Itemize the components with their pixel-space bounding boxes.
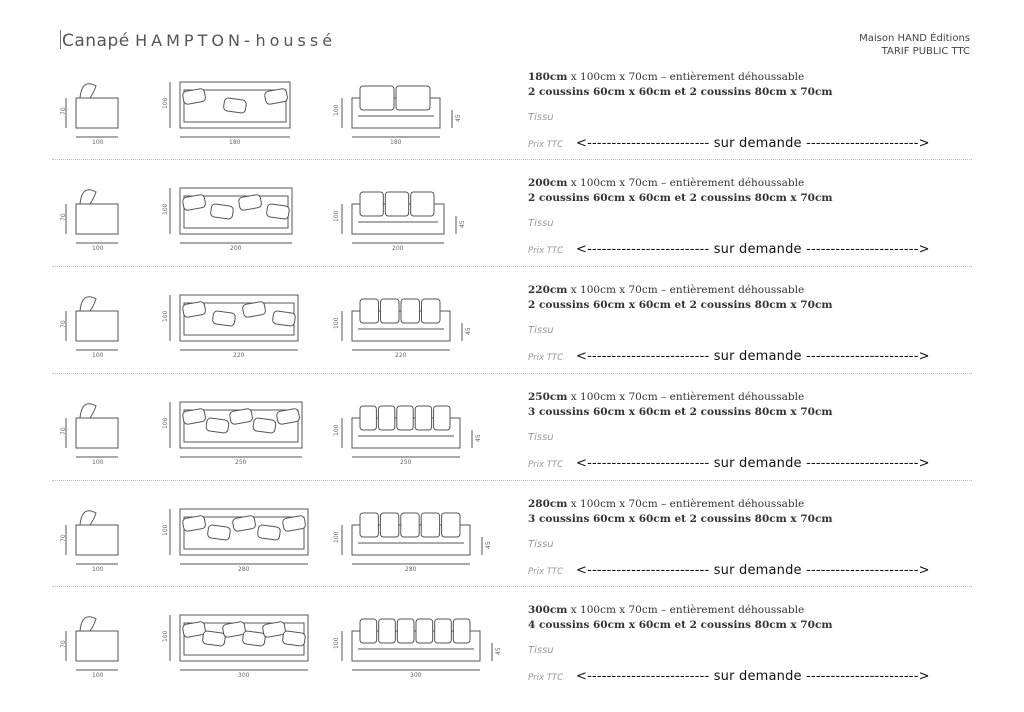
product-spec bbox=[528, 283, 968, 364]
dimensions-line bbox=[528, 497, 968, 512]
front-width-label: 250 bbox=[400, 459, 412, 466]
fabric-label: Tissu bbox=[528, 112, 554, 123]
price-line bbox=[528, 559, 968, 578]
side-view bbox=[60, 190, 118, 252]
top-width-label: 200 bbox=[230, 245, 242, 252]
size-value: 300cm bbox=[528, 604, 568, 616]
cushions-line: 2 coussins 60cm x 60cm et 2 coussins 80cm x 70cm bbox=[528, 299, 833, 311]
cushions-line: 2 coussins 60cm x 60cm et 2 coussins 80cm x 70cm bbox=[528, 86, 833, 98]
size-value: 280cm bbox=[528, 498, 568, 510]
price-value: <------------------------- sur demande -----------------------> bbox=[576, 669, 930, 684]
dimensions-rest: x 100cm x 70cm – entièrement déhoussable bbox=[570, 177, 805, 189]
side-width-label: 100 bbox=[92, 139, 104, 146]
price-value: <------------------------- sur demande -----------------------> bbox=[576, 136, 930, 151]
brand-block bbox=[859, 32, 970, 58]
price-label: Prix TTC bbox=[528, 567, 564, 577]
product-row bbox=[52, 497, 972, 603]
side-width-label: 100 bbox=[92, 245, 104, 252]
top-width-label: 220 bbox=[233, 352, 245, 359]
dimensions-rest: x 100cm x 70cm – entièrement déhoussable bbox=[570, 284, 805, 296]
sofa-technical-drawing bbox=[52, 70, 492, 160]
product-row bbox=[52, 70, 972, 176]
title-model: HAMPTON bbox=[135, 31, 244, 50]
top-view bbox=[162, 295, 298, 359]
page-title bbox=[60, 30, 336, 51]
top-depth-label: 100 bbox=[162, 524, 169, 536]
side-view bbox=[60, 511, 118, 573]
top-width-label: 300 bbox=[238, 672, 250, 679]
side-width-label: 100 bbox=[92, 566, 104, 573]
top-width-label: 180 bbox=[229, 139, 241, 146]
side-height-label: 70 bbox=[60, 640, 67, 648]
cushions-line: 2 coussins 60cm x 60cm et 2 coussins 80cm x 70cm bbox=[528, 192, 833, 204]
price-line bbox=[528, 238, 968, 257]
row-divider bbox=[52, 373, 972, 374]
side-height-label: 70 bbox=[60, 427, 67, 435]
fabric-label: Tissu bbox=[528, 645, 554, 656]
front-width-label: 180 bbox=[390, 139, 402, 146]
front-height-label: 100 bbox=[333, 531, 340, 543]
row-divider bbox=[52, 586, 972, 587]
price-line bbox=[528, 665, 968, 684]
side-width-label: 100 bbox=[92, 672, 104, 679]
seat-height-label: 45 bbox=[465, 327, 472, 335]
cushions-line: 4 coussins 60cm x 60cm et 2 coussins 80cm x 70cm bbox=[528, 619, 833, 631]
side-view bbox=[60, 404, 118, 466]
top-depth-label: 100 bbox=[162, 203, 169, 215]
seat-height-label: 45 bbox=[495, 647, 502, 655]
front-view bbox=[333, 299, 472, 359]
top-depth-label: 100 bbox=[162, 630, 169, 642]
top-depth-label: 100 bbox=[162, 310, 169, 322]
title-separator: - bbox=[243, 31, 251, 51]
price-value: <------------------------- sur demande -----------------------> bbox=[576, 242, 930, 257]
sofa-technical-drawing bbox=[52, 603, 502, 693]
side-view bbox=[60, 84, 118, 146]
price-label: Prix TTC bbox=[528, 460, 564, 470]
front-height-label: 100 bbox=[333, 104, 340, 116]
front-view bbox=[333, 192, 466, 252]
dimensions-rest: x 100cm x 70cm – entièrement déhoussable bbox=[570, 71, 805, 83]
side-height-label: 70 bbox=[60, 213, 67, 221]
row-divider bbox=[52, 480, 972, 481]
front-view bbox=[333, 406, 482, 466]
side-view bbox=[60, 297, 118, 359]
fabric-label: Tissu bbox=[528, 218, 554, 229]
front-height-label: 100 bbox=[333, 637, 340, 649]
price-line bbox=[528, 132, 968, 151]
seat-height-label: 45 bbox=[485, 541, 492, 549]
sofa-technical-drawing bbox=[52, 390, 492, 480]
product-spec bbox=[528, 70, 968, 151]
cushions-line: 3 coussins 60cm x 60cm et 2 coussins 80cm x 70cm bbox=[528, 406, 833, 418]
tariff-label: TARIF PUBLIC TTC bbox=[881, 46, 970, 57]
dimensions-rest: x 100cm x 70cm – entièrement déhoussable bbox=[570, 604, 805, 616]
title-variant: houssé bbox=[255, 31, 337, 50]
front-view bbox=[333, 86, 462, 146]
top-depth-label: 100 bbox=[162, 97, 169, 109]
seat-height-label: 45 bbox=[455, 114, 462, 122]
side-width-label: 100 bbox=[92, 352, 104, 359]
size-value: 180cm bbox=[528, 71, 568, 83]
top-view bbox=[162, 615, 308, 679]
price-label: Prix TTC bbox=[528, 673, 564, 683]
front-height-label: 100 bbox=[333, 424, 340, 436]
size-value: 250cm bbox=[528, 391, 568, 403]
side-height-label: 70 bbox=[60, 534, 67, 542]
text-cursor bbox=[60, 30, 61, 49]
seat-height-label: 45 bbox=[475, 434, 482, 442]
top-view bbox=[162, 402, 302, 466]
price-value: <------------------------- sur demande -----------------------> bbox=[576, 349, 930, 364]
side-view bbox=[60, 617, 118, 679]
product-spec bbox=[528, 497, 968, 578]
dimensions-line bbox=[528, 176, 968, 191]
dimensions-rest: x 100cm x 70cm – entièrement déhoussable bbox=[570, 498, 805, 510]
price-label: Prix TTC bbox=[528, 246, 564, 256]
side-height-label: 70 bbox=[60, 107, 67, 115]
top-view bbox=[162, 188, 292, 252]
front-height-label: 100 bbox=[333, 317, 340, 329]
top-width-label: 250 bbox=[235, 459, 247, 466]
sofa-technical-drawing bbox=[52, 283, 492, 373]
dimensions-rest: x 100cm x 70cm – entièrement déhoussable bbox=[570, 391, 805, 403]
size-value: 200cm bbox=[528, 177, 568, 189]
top-view bbox=[162, 509, 308, 573]
front-view bbox=[333, 513, 492, 573]
sofa-technical-drawing bbox=[52, 176, 492, 266]
cushions-line: 3 coussins 60cm x 60cm et 2 coussins 80cm x 70cm bbox=[528, 513, 833, 525]
front-height-label: 100 bbox=[333, 210, 340, 222]
price-label: Prix TTC bbox=[528, 140, 564, 150]
price-value: <------------------------- sur demande -----------------------> bbox=[576, 563, 930, 578]
side-width-label: 100 bbox=[92, 459, 104, 466]
side-height-label: 70 bbox=[60, 320, 67, 328]
front-width-label: 220 bbox=[395, 352, 407, 359]
top-depth-label: 100 bbox=[162, 417, 169, 429]
price-line bbox=[528, 452, 968, 471]
top-width-label: 280 bbox=[238, 566, 250, 573]
price-line bbox=[528, 345, 968, 364]
fabric-label: Tissu bbox=[528, 432, 554, 443]
seat-height-label: 45 bbox=[459, 220, 466, 228]
front-width-label: 300 bbox=[410, 672, 422, 679]
front-view bbox=[333, 619, 502, 679]
front-width-label: 280 bbox=[405, 566, 417, 573]
product-row bbox=[52, 603, 972, 709]
price-label: Prix TTC bbox=[528, 353, 564, 363]
dimensions-line bbox=[528, 70, 968, 85]
price-value: <------------------------- sur demande -----------------------> bbox=[576, 456, 930, 471]
fabric-label: Tissu bbox=[528, 325, 554, 336]
dimensions-line bbox=[528, 603, 968, 618]
product-spec bbox=[528, 603, 968, 684]
top-view bbox=[162, 82, 290, 146]
title-prefix: Canapé bbox=[62, 31, 130, 51]
size-value: 220cm bbox=[528, 284, 568, 296]
row-divider bbox=[52, 266, 972, 267]
fabric-label: Tissu bbox=[528, 539, 554, 550]
front-width-label: 200 bbox=[392, 245, 404, 252]
product-spec bbox=[528, 390, 968, 471]
row-divider bbox=[52, 159, 972, 160]
brand-name: Maison HAND Éditions bbox=[859, 33, 970, 44]
dimensions-line bbox=[528, 283, 968, 298]
dimensions-line bbox=[528, 390, 968, 405]
product-spec bbox=[528, 176, 968, 257]
sofa-technical-drawing bbox=[52, 497, 492, 587]
